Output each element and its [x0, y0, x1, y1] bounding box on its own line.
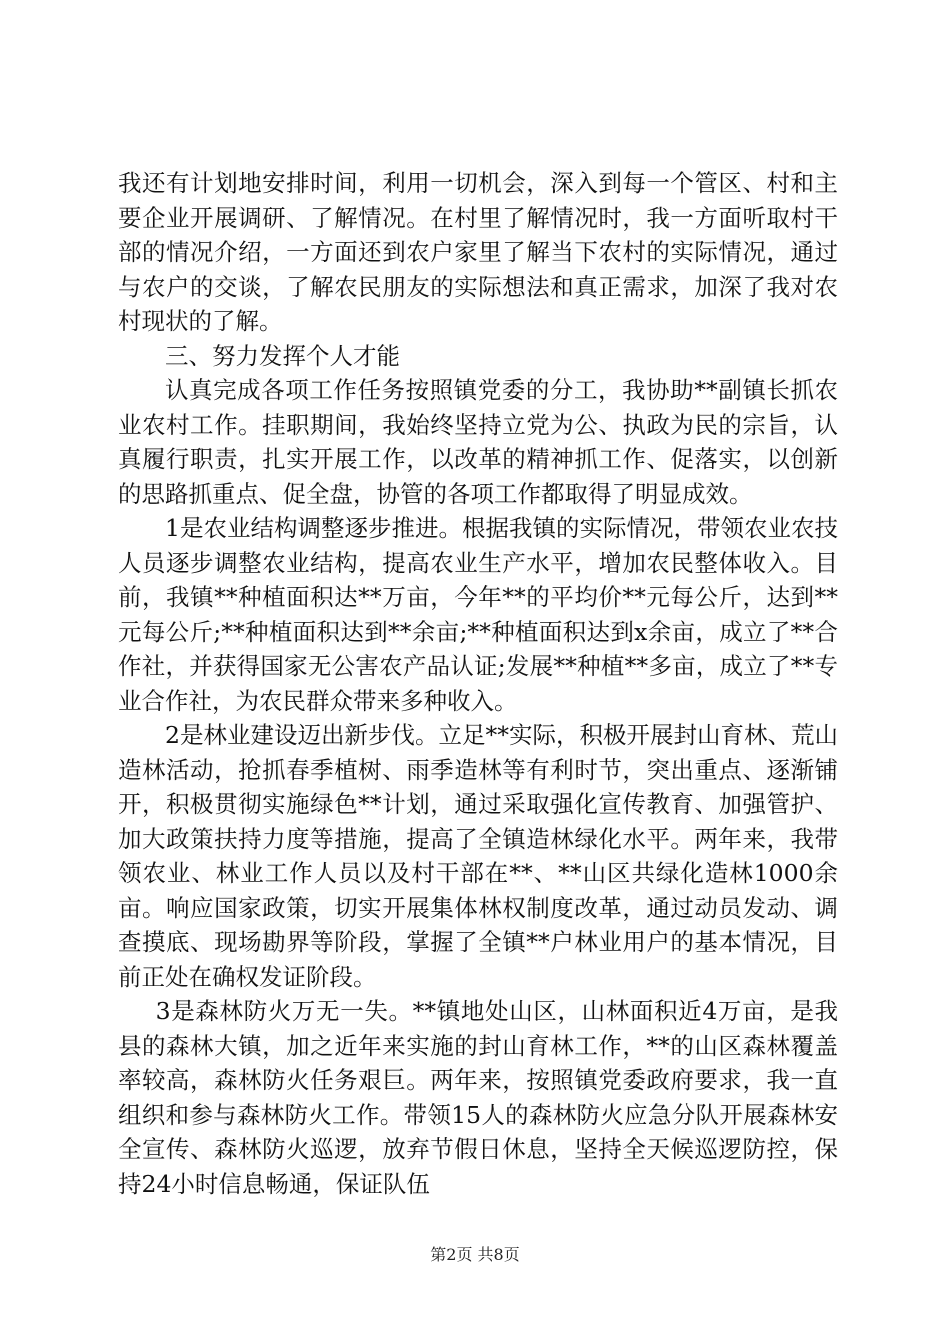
- paragraph-fire-prevention: 3是森林防火万无一失。**镇地处山区，山林面积近4万亩，是我县的森林大镇，加之近年来实施的封山育林工作，**的山区森林覆盖率较高，森林防火任务艰巨。两年来，按照镇党委政府要求，我一直组织和参与森林防火工作。带领15人的森林防火应急分队开展森林安全宣传、森林防火巡逻，放弃节假日休息，坚持全天候巡逻防控，保持24小时信息畅通，保证队伍: [118, 997, 838, 1198]
- document-body: [118, 166, 838, 1201]
- page-footer: 第2页 共8页: [430, 1245, 520, 1264]
- paragraph-continuation: 我还有计划地安排时间，利用一切机会，深入到每一个管区、村和主要企业开展调研、了解情况。在村里了解情况时，我一方面听取村干部的情况介绍，一方面还到农户家里了解当下农村的实际情况，通过与农户的交谈，了解农民朋友的实际想法和真正需求，加深了我对农村现状的了解。: [118, 169, 838, 335]
- paragraph-duties: 认真完成各项工作任务按照镇党委的分工，我协助**副镇长抓农业农村工作。挂职期间，我始终坚持立党为公、执政为民的宗旨，认真履行职责，扎实开展工作，以改革的精神抓工作、促落实，以创新的思路抓重点、促全盘，协管的各项工作都取得了明显成效。: [118, 376, 838, 508]
- paragraph-forestry: 2是林业建设迈出新步伐。立足**实际，积极开展封山育林、荒山造林活动，抢抓春季植树、雨季造林等有利时节，突出重点、逐渐铺开，积极贯彻实施绿色**计划，通过采取强化宣传教育、加强管护、加大政策扶持力度等措施，提高了全镇造林绿化水平。两年来，我带领农业、林业工作人员以及村干部在**、**山区共绿化造林1000余亩。响应国家政策，切实开展集体林权制度改革，通过动员发动、调查摸底、现场勘界等阶段，掌握了全镇**户林业用户的基本情况，目前正处在确权发证阶段。: [118, 721, 838, 991]
- paragraph-agriculture: 1是农业结构调整逐步推进。根据我镇的实际情况，带领农业农技人员逐步调整农业结构，提高农业生产水平，增加农民整体收入。目前，我镇**种植面积达**万亩，今年**的平均价**元每公斤，达到**元每公斤;**种植面积达到**余亩;**种植面积达到x余亩，成立了**合作社，并获得国家无公害农产品认证;发展**种植**多亩，成立了**专业合作社，为农民群众带来多种收入。: [118, 514, 838, 715]
- section-heading: 三、努力发挥个人才能: [165, 341, 400, 370]
